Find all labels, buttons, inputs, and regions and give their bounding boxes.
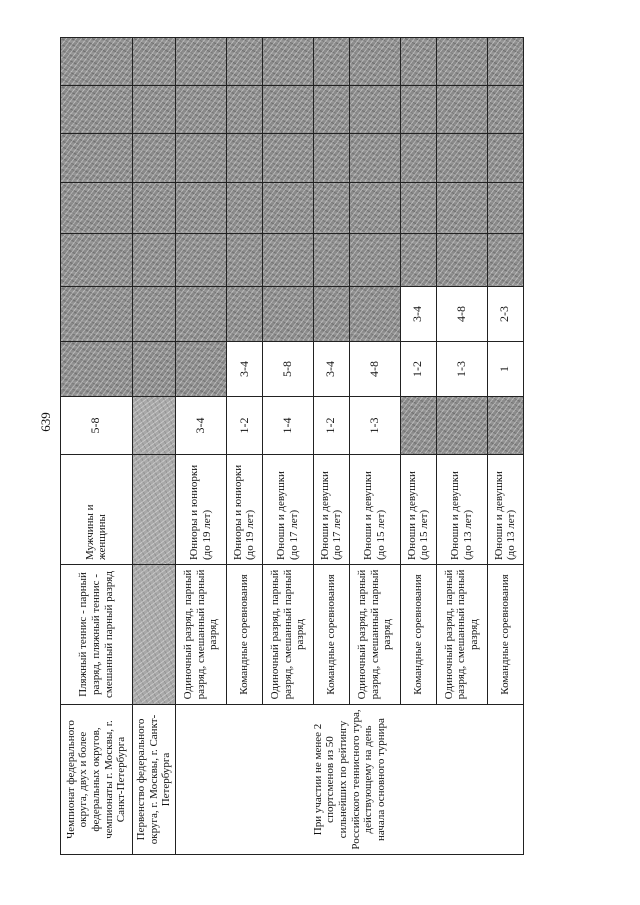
place-cell: 5-8 — [61, 397, 133, 455]
place-cell — [487, 38, 523, 86]
age-cell — [132, 455, 175, 565]
place-cell: 1-2 — [400, 342, 436, 397]
discipline-cell — [132, 565, 175, 705]
place-cell — [487, 86, 523, 134]
place-cell — [350, 183, 401, 234]
place-cell — [176, 342, 227, 397]
place-cell — [400, 38, 436, 86]
place-cell: 1-2 — [226, 397, 262, 455]
place-cell: 1-3 — [436, 342, 487, 397]
discipline-cell: Командные соревнования — [400, 565, 436, 705]
age-cell: Юноши и девушки (до 15 лет) — [400, 455, 436, 565]
place-cell: 1-2 — [313, 397, 349, 455]
place-cell — [61, 183, 133, 234]
place-cell — [313, 38, 349, 86]
place-cell — [226, 234, 262, 287]
place-cell — [176, 86, 227, 134]
place-cell — [400, 397, 436, 455]
place-cell — [436, 38, 487, 86]
place-cell — [61, 38, 133, 86]
place-cell — [487, 134, 523, 183]
place-cell: 1-4 — [263, 397, 314, 455]
table-row — [132, 38, 175, 855]
place-cell — [400, 234, 436, 287]
table-row — [61, 38, 133, 855]
age-cell: Юноши и девушки (до 17 лет) — [313, 455, 349, 565]
place-cell — [226, 38, 262, 86]
discipline-cell: Командные соревнования — [487, 565, 523, 705]
place-cell — [176, 183, 227, 234]
age-cell: Юноши и девушки (до 13 лет) — [487, 455, 523, 565]
place-cell — [487, 397, 523, 455]
place-cell — [132, 183, 175, 234]
place-cell — [313, 134, 349, 183]
discipline-cell: Командные соревнования — [313, 565, 349, 705]
place-cell — [487, 234, 523, 287]
place-cell: 3-4 — [313, 342, 349, 397]
place-cell — [436, 397, 487, 455]
place-cell — [350, 86, 401, 134]
place-cell — [226, 134, 262, 183]
place-cell: 3-4 — [176, 397, 227, 455]
condition-cell: Первенство федерального округа, г. Москвы, г. Санкт-Петербурга — [132, 705, 175, 855]
table-row — [176, 38, 227, 855]
place-cell — [61, 287, 133, 342]
place-cell: 1-3 — [350, 397, 401, 455]
place-cell — [263, 183, 314, 234]
group-condition-cell: При участии не менее 2 спортсменов из 50 сильнейших по рейтингу Российского теннисного тура, действующему на день начала основного турнира — [176, 705, 524, 855]
place-cell — [226, 183, 262, 234]
discipline-cell: Одиночный разряд, парный разряд, смешанный парный разряд — [263, 565, 314, 705]
place-cell — [263, 234, 314, 287]
age-cell: Юниоры и юниорки (до 19 лет) — [226, 455, 262, 565]
place-cell — [263, 287, 314, 342]
place-cell: 3-4 — [400, 287, 436, 342]
place-cell — [132, 38, 175, 86]
place-cell — [313, 183, 349, 234]
place-cell — [350, 287, 401, 342]
place-cell — [400, 134, 436, 183]
sports-rank-table — [60, 37, 524, 855]
place-cell — [132, 342, 175, 397]
place-cell — [313, 86, 349, 134]
discipline-cell: Пляжный теннис - парный разряд, пляжный теннис - смешанный парный разряд — [61, 565, 133, 705]
place-cell — [61, 134, 133, 183]
place-cell: 5-8 — [263, 342, 314, 397]
place-cell — [350, 134, 401, 183]
place-cell: 4-8 — [350, 342, 401, 397]
age-cell: Юноши и девушки (до 15 лет) — [350, 455, 401, 565]
place-cell: 4-8 — [436, 287, 487, 342]
place-cell — [176, 38, 227, 86]
age-cell: Юниоры и юниорки (до 19 лет) — [176, 455, 227, 565]
place-cell — [61, 234, 133, 287]
place-cell — [436, 183, 487, 234]
place-cell — [132, 397, 175, 455]
place-cell — [400, 86, 436, 134]
place-cell — [132, 287, 175, 342]
age-cell: Юноши и девушки (до 13 лет) — [436, 455, 487, 565]
place-cell: 1 — [487, 342, 523, 397]
place-cell — [176, 287, 227, 342]
condition-cell: Чемпионат федерального округа, двух и более федеральных округов, чемпионаты г. Москвы, г. Санкт-Петербурга — [61, 705, 133, 855]
age-cell: Юноши и девушки (до 17 лет) — [263, 455, 314, 565]
place-cell — [176, 134, 227, 183]
place-cell — [132, 134, 175, 183]
place-cell — [263, 86, 314, 134]
place-cell — [263, 38, 314, 86]
place-cell — [436, 234, 487, 287]
place-cell — [313, 287, 349, 342]
age-cell: Мужчины и женщины — [61, 455, 133, 565]
place-cell — [487, 183, 523, 234]
discipline-cell: Командные соревнования — [226, 565, 262, 705]
place-cell — [176, 234, 227, 287]
place-cell: 3-4 — [226, 342, 262, 397]
place-cell — [132, 86, 175, 134]
place-cell — [61, 86, 133, 134]
place-cell — [350, 234, 401, 287]
place-cell — [313, 234, 349, 287]
place-cell — [132, 234, 175, 287]
discipline-cell: Одиночный разряд, парный разряд, смешанный парный разряд — [350, 565, 401, 705]
page-number: 639 — [38, 412, 53, 432]
place-cell — [400, 183, 436, 234]
rotated-table-container — [60, 38, 524, 855]
place-cell — [350, 38, 401, 86]
place-cell — [436, 86, 487, 134]
discipline-cell: Одиночный разряд, парный разряд, смешанный парный разряд — [436, 565, 487, 705]
place-cell — [226, 287, 262, 342]
place-cell: 2-3 — [487, 287, 523, 342]
place-cell — [436, 134, 487, 183]
place-cell — [263, 134, 314, 183]
discipline-cell: Одиночный разряд, парный разряд, смешанный парный разряд — [176, 565, 227, 705]
place-cell — [226, 86, 262, 134]
place-cell — [61, 342, 133, 397]
